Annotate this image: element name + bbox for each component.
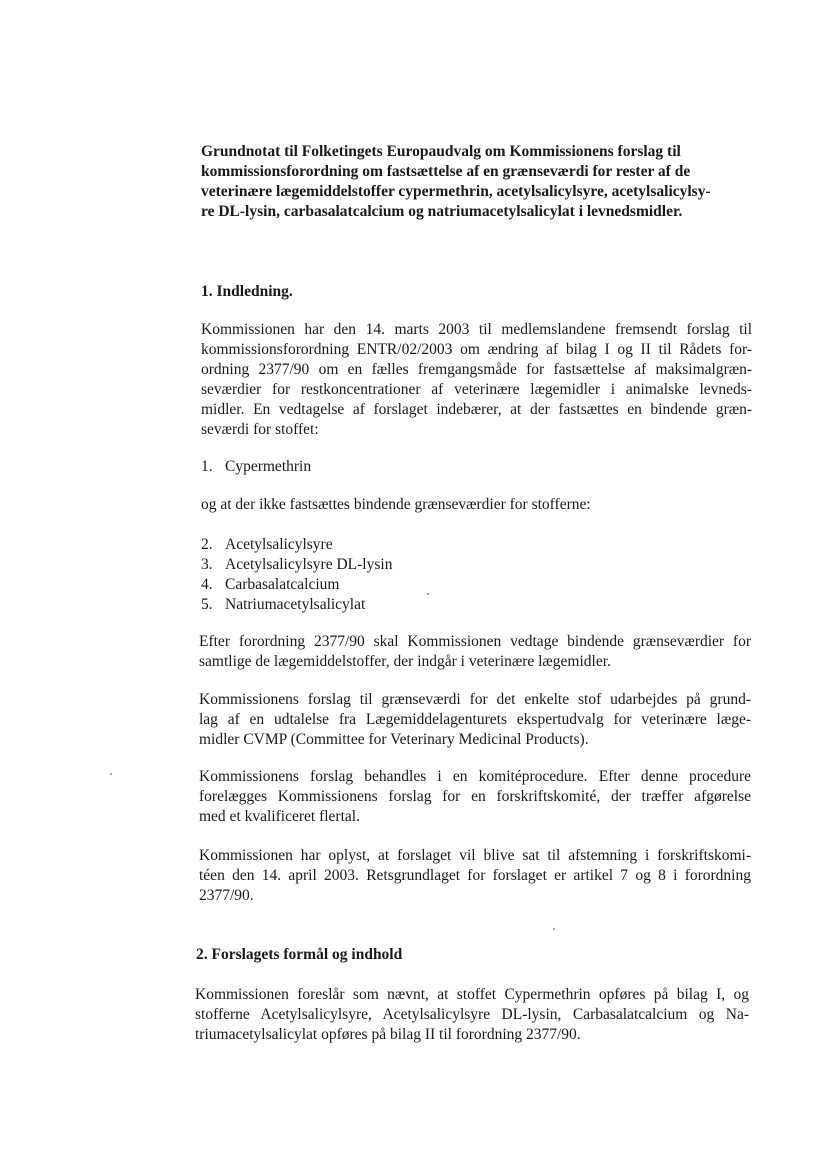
text-line: med et kvalificeret flertal. — [199, 808, 360, 825]
list-item — [201, 457, 311, 477]
text-line: midler. En vedtagelse af forslaget indebærer, at der fastsættes en bindende græn- — [201, 401, 752, 418]
list-text: Carbasalatcalcium — [225, 576, 340, 593]
title-line: Grundnotat til Folketingets Europaudvalg om Kommissionens forslag til — [201, 143, 681, 160]
title-line: veterinære lægemiddelstoffer cypermethrin, acetylsalicylsyre, acetylsalicylsy- — [201, 183, 711, 200]
list-item — [201, 575, 392, 595]
document-title — [201, 142, 761, 222]
text-line: triumacetylsalicylat opføres på bilag II til forordning 2377/90. — [195, 1026, 581, 1043]
text-line: 2377/90. — [199, 887, 254, 904]
list-text: Natriumacetylsalicylat — [225, 596, 366, 613]
text-line: seværdier for restkoncentrationer af veterinære lægemidler i animalske levneds- — [201, 381, 752, 398]
text-line: Kommissionens forslag behandles i en komitéprocedure. Efter denne procedure — [199, 768, 751, 785]
list-number: 4. — [201, 576, 213, 593]
text-line: téen den 14. april 2003. Retsgrundlaget for forslaget er artikel 7 og 8 i forordning — [199, 867, 751, 884]
non-binding-substance-list — [201, 535, 392, 615]
section-2-heading: 2. Forslagets formål og indhold — [196, 946, 403, 963]
scan-speck — [427, 593, 429, 595]
scan-speck — [110, 773, 112, 775]
text-line: lag af en udtalelse fra Lægemiddelagenturets ekspertudvalg for veterinære læge- — [199, 711, 751, 728]
text-line: midler CVMP (Committee for Veterinary Medicinal Products). — [199, 731, 589, 748]
middle-paragraph: og at der ikke fastsættes bindende grænseværdier for stofferne: — [201, 496, 591, 513]
list-item — [201, 535, 392, 555]
binding-substance-list — [201, 457, 311, 477]
list-number: 5. — [201, 596, 213, 613]
section-1-heading: 1. Indledning. — [201, 283, 293, 300]
text-line: ordning 2377/90 om en fælles fremgangsmåde for fastsættelse af maksimalgræn- — [201, 361, 752, 378]
list-number: 2. — [201, 536, 213, 553]
afstemning-paragraph — [199, 846, 751, 906]
text-line: Kommissionen har den 14. marts 2003 til medlemslandene fremsendt forslag til — [201, 321, 752, 338]
title-line: kommissionsforordning om fastsættelse af en grænseværdi for rester af de — [201, 163, 691, 180]
list-item — [201, 595, 392, 615]
list-text: Cypermethrin — [225, 458, 312, 475]
text-line: Kommissionen har oplyst, at forslaget vil blive sat til afstemning i forskriftskomi- — [199, 847, 751, 864]
list-text: Acetylsalicylsyre DL-lysin — [225, 556, 393, 573]
cvmp-paragraph — [199, 690, 751, 750]
section-2-paragraph — [195, 985, 749, 1045]
scan-speck — [553, 928, 555, 930]
list-number: 1. — [201, 458, 213, 475]
text-line: stofferne Acetylsalicylsyre, Acetylsalicylsyre DL-lysin, Carbasalatcalcium og Na- — [195, 1006, 749, 1023]
komite-paragraph — [199, 767, 751, 827]
text-line: Kommissionen foreslår som nævnt, at stoffet Cypermethrin opføres på bilag I, og — [195, 986, 749, 1003]
text-line: samtlige de lægemiddelstoffer, der indgår i veterinære lægemidler. — [199, 653, 611, 670]
text-line: Kommissionens forslag til grænseværdi for det enkelte stof udarbejdes på grund- — [199, 691, 751, 708]
list-item — [201, 555, 392, 575]
intro-paragraph — [201, 320, 752, 440]
text-line: seværdi for stoffet: — [201, 421, 319, 438]
list-text: Acetylsalicylsyre — [225, 536, 333, 553]
text-line: forelægges Kommissionens forslag for en forskriftskomité, der træffer afgørelse — [199, 788, 751, 805]
forordning-paragraph — [199, 632, 751, 672]
text-line: Efter forordning 2377/90 skal Kommissionen vedtage bindende grænseværdier for — [199, 633, 751, 650]
list-number: 3. — [201, 556, 213, 573]
title-line: re DL-lysin, carbasalatcalcium og natriumacetylsalicylat i levnedsmidler. — [201, 203, 683, 220]
text-line: kommissionsforordning ENTR/02/2003 om ændring af bilag I og II til Rådets for- — [201, 341, 752, 358]
